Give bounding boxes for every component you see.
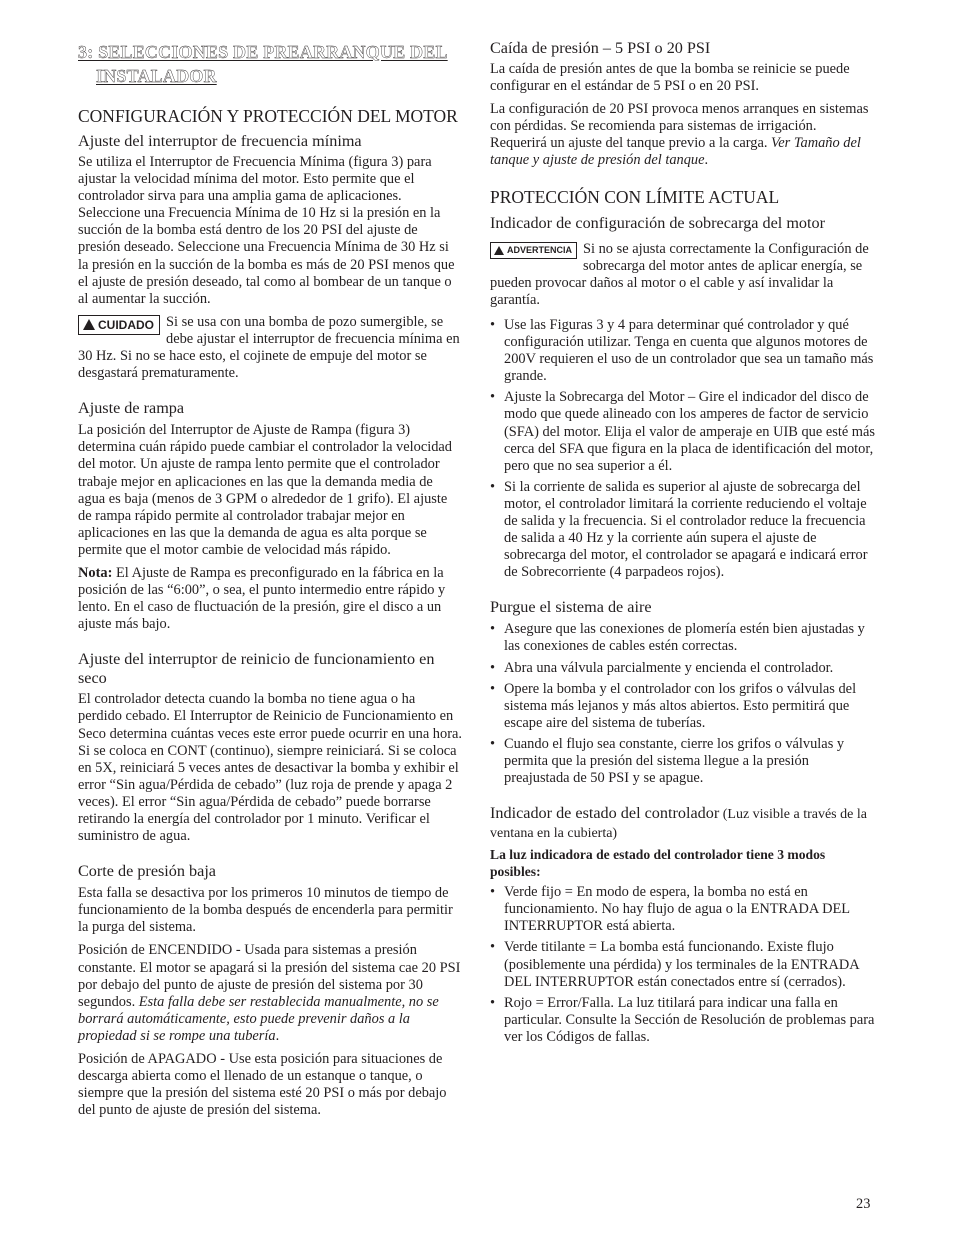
paragraph-low-pressure: Esta falla se desactiva por los primeros 10 minutos de tiempo de funcionamiento de la bomba después de encenderla para permitir la purga del sistema.	[78, 885, 453, 936]
pressure-drop-end: .	[704, 152, 709, 169]
paragraph-pressure-drop-1: La caída de presión antes de que la bomba se reinicie se puede configurar en el estándar de 5 PSI o en 20 PSI.	[490, 61, 850, 95]
heading-status	[490, 804, 876, 843]
caution-text: Si se usa con una bomba de pozo sumergible, se debe ajustar el interruptor de frecuencia mínima en 30 Hz. Si no se hace esto, el cojinete de empuje del motor se desgastará prematuramente.	[78, 313, 460, 382]
warning-badge	[490, 242, 577, 259]
list-item: • Verde fijo = En modo de espera, la bomba no está en funcionamiento. No hay flujo de agua o la ENTRADA DEL INTERRUPTOR está abierta.	[490, 884, 876, 935]
heading-current-limit: PROTECCIÓN CON LÍMITE ACTUAL	[490, 186, 780, 207]
paragraph-dry-run: El controlador detecta cuando la bomba no tiene agua o ha perdido cebado. El Interruptor de Reinicio de Funcionamiento en Seco determina cuántas veces este error puede ocurrir en una hora. Si se coloca en CONT (continuo), siempre reiniciará. Si se coloca en 5X, reiniciará 5 veces antes de desactivar la bomba y exhibir el error “Sin agua/Pérdida de cebado” (luz roja de prende y apaga 2 veces). El error “Sin agua/Pérdida de cebado” puede borrarse retirando la energía del controlador por 1 minuto. Verificar el suministro de agua.	[78, 691, 462, 845]
status-heading-note: (Luz visible a través de la ventana en la cubierta)	[490, 807, 867, 842]
warning-paragraph	[490, 241, 876, 309]
paragraph-pressure-drop-2	[490, 101, 876, 169]
page-number: 23	[856, 1196, 871, 1212]
right-column	[490, 40, 876, 1046]
purge-list	[490, 621, 876, 787]
warning-label: ADVERTENCIA	[507, 244, 573, 255]
paragraph-ramp-note	[78, 565, 462, 633]
pressure-drop-italic: Ver Tamaño del tanque y ajuste de presión del tanque	[490, 135, 861, 169]
caution-badge	[78, 315, 160, 335]
list-item: • Rojo = Error/Falla. La luz titilará para indicar una falla en particular. Consulte la Sección de Resolución de problemas para ver los Códigos de fallas.	[490, 995, 876, 1046]
paragraph-ramp: La posición del Interruptor de Ajuste de Rampa (figura 3) determina cuán rápido puede cambiar el controlador la velocidad del motor. Un ajuste de rampa lento permite que el controlador trabaje mejor en aplicaciones en las que la demanda media de agua es baja (menos de 3 GPM o alrededor de 1 grifo). El ajuste de rampa rápido permite al controlador trabajar mejor en aplicaciones en las que la demanda de agua es alta porque se permite que el motor cambie de velocidad más rápido.	[78, 422, 452, 558]
status-heading-text: Indicador de estado del controlador	[490, 804, 720, 823]
on-position-end: .	[275, 1027, 280, 1044]
heading-dry-run: Ajuste del interruptor de reinicio de funcionamiento en seco	[78, 650, 435, 688]
note-text: El Ajuste de Rampa es preconfigurado en la fábrica en la posición de las “6:00”, o sea, el punto intermedio entre rápido y lento. En el caso de fluctuación de la presión, gire el disco a un ajuste más bajo.	[78, 564, 446, 633]
list-item: • Asegure que las conexiones de plomería estén bien ajustadas y las conexiones de cables estén correctas.	[490, 621, 876, 655]
warning-triangle-icon	[83, 319, 95, 330]
caution-label: CUIDADO	[98, 317, 154, 332]
heading-motor-config: CONFIGURACIÓN Y PROTECCIÓN DEL MOTOR	[78, 106, 458, 126]
list-item: • Verde titilante = La bomba está funcionando. Existe flujo (posiblemente una pérdida) y los terminales de la ENTRADA DEL INTERRUPTOR están conectados entre sí (cerrados).	[490, 939, 876, 990]
list-item: • Opere la bomba y el controlador con los grifos o válvulas del sistema más lejanos y más altos abiertos. Esto permitirá que escape aire del sistema de tuberías.	[490, 681, 876, 732]
list-item: • Cuando el flujo sea constante, cierre los grifos o válvulas y permita que la presión del sistema llegue a la presión preajustada de 50 PSI y se apague.	[490, 736, 876, 787]
warning-text: Si no se ajusta correctamente la Configuración de sobrecarga del motor antes de aplicar energía, se pueden provocar daños al motor o el cable y así invalidar la garantía.	[490, 240, 869, 308]
paragraph-off-position: Posición de APAGADO - Use esta posición para situaciones de descarga abierta como el llenado de un estanque o tanque, o siempre que la presión del sistema esté 20 PSI o más por debajo del punto de ajuste de presión del sistema.	[78, 1051, 447, 1119]
status-list	[490, 884, 876, 1046]
list-item: • Ajuste la Sobrecarga del Motor – Gire el indicador del disco de modo que quede alineado con los amperes de factor de servicio (SFA) del motor. Elija el valor de amperaje en UIB que esté más cerca del SFA que figura en la placa de identificación del motor, pero que no sea superior a él.	[490, 389, 876, 474]
paragraph-min-frequency: Se utiliza el Interruptor de Frecuencia Mínima (figura 3) para ajustar la velocidad mínima del motor. Esto permite que el controlador sirva para una amplia gama de aplicaciones. Seleccione una Frecuencia Mínima de 10 Hz si la presión en la succión de la bomba está dentro de los 20 PSI del ajuste de presión deseado. Seleccione una Frecuencia Mínima de 30 Hz si la presión en la succión de la bomba es más de 20 PSI menos que el ajuste de presión deseado, tal como al bombear de un tanque o al aumentar la succión.	[78, 154, 455, 307]
pressure-drop-text: La configuración de 20 PSI provoca menos arranques en sistemas con pérdidas. Se recomienda para sistemas de irrigación. Requerirá un ajuste del tanque previo a la carga.	[490, 101, 869, 152]
heading-purge: Purgue el sistema de aire	[490, 598, 652, 617]
heading-ramp: Ajuste de rampa	[78, 399, 185, 418]
paragraph-on-position	[78, 942, 462, 1045]
section-title-line-1: 3: SELECCIONES DE PREARRANQUE DEL	[78, 42, 448, 62]
heading-low-pressure: Corte de presión baja	[78, 862, 216, 881]
heading-pressure-drop: Caída de presión – 5 PSI o 20 PSI	[490, 39, 711, 57]
on-position-text: Posición de ENCENDIDO - Usada para sistemas a presión constante. El motor se apagará si la presión del sistema cae 20 PSI por debajo del punto de ajuste de presión del sistema por 30 segundos.	[78, 942, 461, 1010]
warning-triangle-icon	[494, 246, 504, 255]
list-item: • Use las Figuras 3 y 4 para determinar qué controlador y qué configuración utilizar. Tenga en cuenta que algunos motores de 200V requieren el uso de un controlador que sea un tamaño más grande.	[490, 317, 876, 385]
list-item: • Abra una válvula parcialmente y encienda el controlador.	[490, 660, 876, 677]
note-label: Nota:	[78, 564, 113, 581]
heading-overload: Indicador de configuración de sobrecarga del motor	[490, 213, 826, 232]
caution-paragraph	[78, 314, 462, 382]
paragraph-modes: La luz indicadora de estado del controlador tiene 3 modos posibles:	[490, 847, 826, 880]
on-position-italic: Esta falla debe ser restablecida manualmente, no se borrará automáticamente, esto puede prevenir daños a la propiedad si se rompe una tubería	[78, 993, 439, 1044]
overload-list	[490, 317, 876, 581]
left-column	[78, 40, 462, 1119]
section-title-line-2: INSTALADOR	[96, 66, 217, 86]
heading-min-frequency: Ajuste del interruptor de frecuencia mínima	[78, 132, 362, 150]
section-title	[78, 40, 462, 88]
list-item: • Si la corriente de salida es superior al ajuste de sobrecarga del motor, el controlador limitará la corriente reduciendo el voltaje de salida y la frecuencia. Si el controlador reduce la frecuencia de salida a 40 Hz y la corriente aún supera el ajuste de sobrecarga del motor, el controlador se apagará e indicará error de Sobrecorriente (4 parpadeos rojos).	[490, 479, 876, 582]
